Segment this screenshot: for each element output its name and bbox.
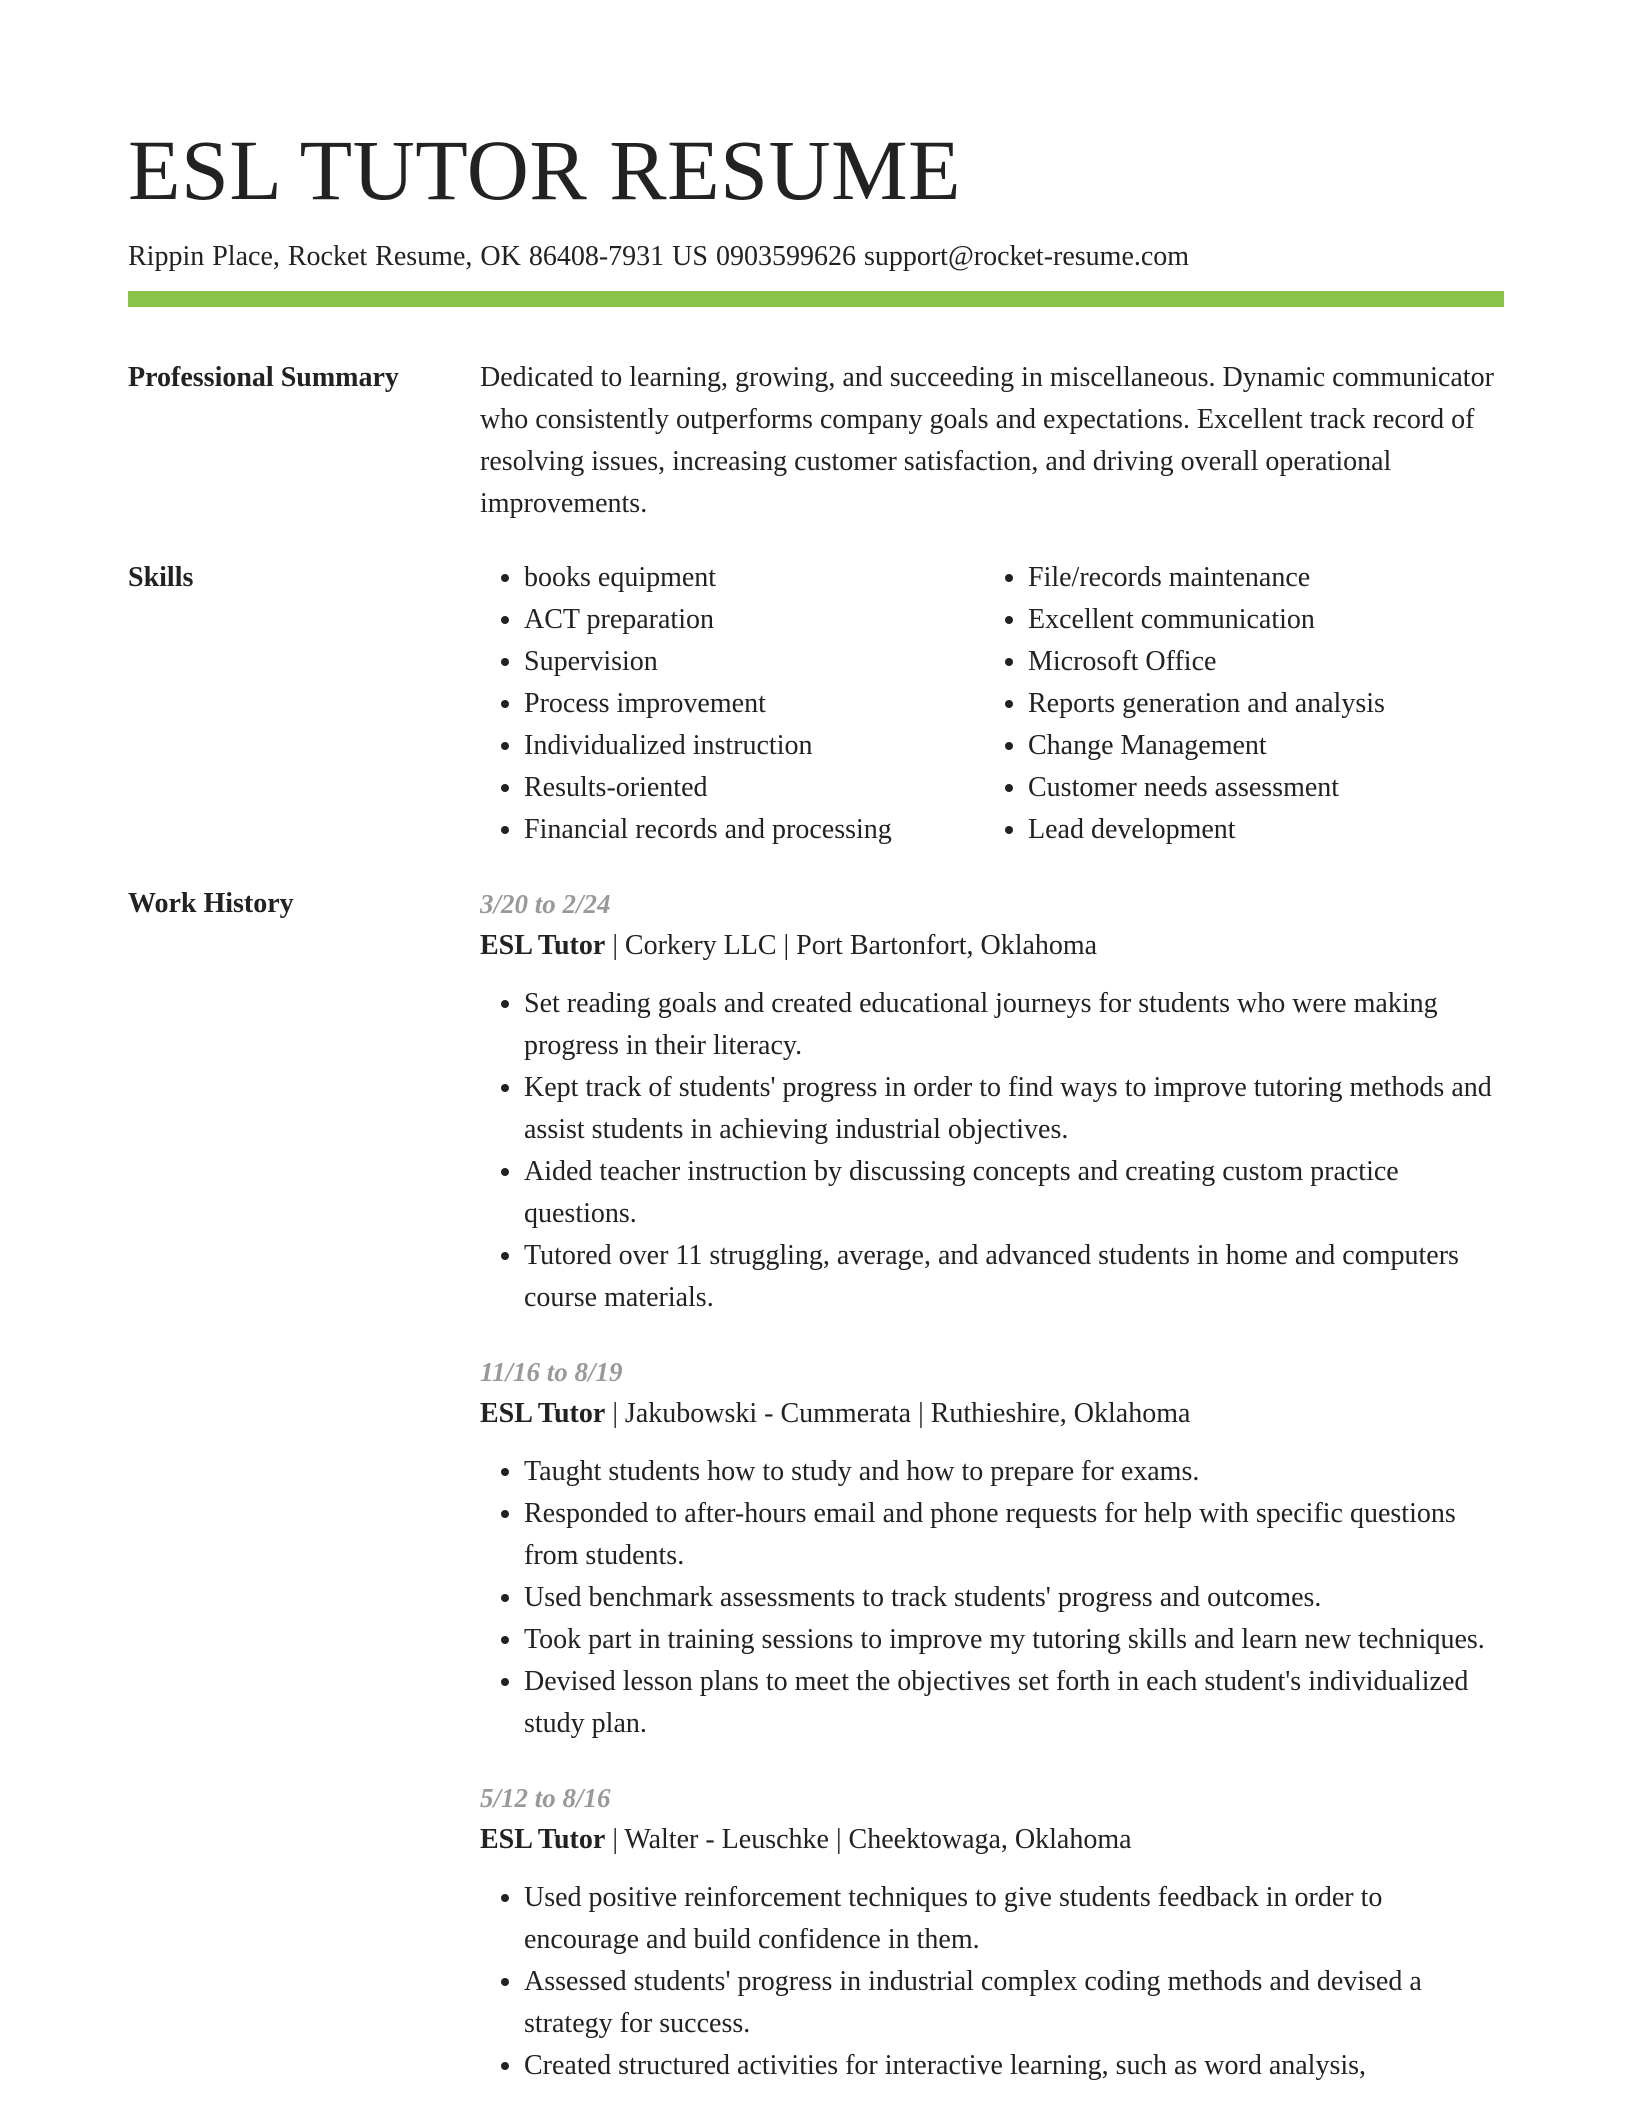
summary-text: Dedicated to learning, growing, and succeeding in miscellaneous. Dynamic communicator who consistently outperforms company goals and expectations. Excellent track record of resolving issues, increasing customer satisfaction, and driving overall operational improvements.	[480, 362, 1494, 519]
job-title-line	[480, 1819, 1504, 1861]
skill-item: • Excellent communication	[1028, 599, 1488, 641]
job-bullet: • Aided teacher instruction by discussing concepts and creating custom practice questions.	[524, 1151, 1504, 1235]
job-bullet: • Used benchmark assessments to track students' progress and outcomes.	[524, 1577, 1504, 1619]
summary-section	[128, 357, 1504, 525]
job-bullet: • Used positive reinforcement techniques to give students feedback in order to encourage and build confidence in them.	[524, 1877, 1504, 1961]
contact-line	[128, 237, 1504, 277]
address-text: Rippin Place, Rocket Resume, OK 86408-7931 US	[128, 241, 708, 272]
job-bullet: • Tutored over 11 struggling, average, and advanced students in home and computers course materials.	[524, 1235, 1504, 1319]
job-bullet: • Devised lesson plans to meet the objectives set forth in each student's individualized study plan.	[524, 1661, 1504, 1745]
job-bullets	[480, 1877, 1504, 2087]
work-history-heading: Work History	[128, 888, 294, 919]
job-bullet: • Taught students how to study and how to prepare for exams.	[524, 1451, 1504, 1493]
work-history-section	[128, 883, 1504, 2119]
job-bullet: • Assessed students' progress in industrial complex coding methods and devised a strategy for success.	[524, 1961, 1504, 2045]
job-entry	[480, 1777, 1504, 2087]
skill-item: • Results-oriented	[524, 767, 984, 809]
skills-list-left	[480, 557, 984, 851]
summary-heading: Professional Summary	[128, 362, 399, 393]
job-bullet: • Created structured activities for interactive learning, such as word analysis,	[524, 2045, 1504, 2087]
job-bullet: • Took part in training sessions to improve my tutoring skills and learn new techniques.	[524, 1619, 1504, 1661]
job-bullet: • Responded to after-hours email and phone requests for help with specific questions from students.	[524, 1493, 1504, 1577]
skill-item: • ACT preparation	[524, 599, 984, 641]
job-bullet: • Set reading goals and created educational journeys for students who were making progress in their literacy.	[524, 983, 1504, 1067]
job-bullet: • Kept track of students' progress in order to find ways to improve tutoring methods and assist students in achieving industrial objectives.	[524, 1067, 1504, 1151]
job-bullets	[480, 1451, 1504, 1745]
job-details: | Jakubowski - Cummerata | Ruthieshire, Oklahoma	[605, 1398, 1191, 1429]
job-dates: 5/12 to 8/16	[480, 1783, 611, 1813]
job-title-line	[480, 925, 1504, 967]
job-title-line	[480, 1393, 1504, 1435]
job-details: | Corkery LLC | Port Bartonfort, Oklahoma	[605, 930, 1098, 961]
job-entry	[480, 883, 1504, 1319]
job-title: ESL Tutor	[480, 1824, 606, 1855]
job-entry	[480, 1351, 1504, 1745]
skills-section	[128, 557, 1504, 851]
skill-item: • Lead development	[1028, 809, 1488, 851]
skill-item: • Financial records and processing	[524, 809, 984, 851]
skill-item: • Reports generation and analysis	[1028, 683, 1488, 725]
skills-columns	[480, 557, 1504, 851]
job-dates: 11/16 to 8/19	[480, 1357, 623, 1387]
skill-item: • Microsoft Office	[1028, 641, 1488, 683]
skill-item: • File/records maintenance	[1028, 557, 1488, 599]
resume-title: ESL TUTOR RESUME	[128, 122, 962, 218]
job-title: ESL Tutor	[480, 1398, 606, 1429]
job-bullets	[480, 983, 1504, 1319]
phone-text: 0903599626	[715, 241, 856, 272]
skills-list-right	[984, 557, 1488, 851]
skill-item: • Process improvement	[524, 683, 984, 725]
email-text: support@rocket-resume.com	[863, 241, 1190, 272]
skill-item: • Change Management	[1028, 725, 1488, 767]
skill-item: • Customer needs assessment	[1028, 767, 1488, 809]
resume-page	[128, 0, 1504, 2119]
work-history-body	[480, 883, 1504, 2119]
skill-item: • books equipment	[524, 557, 984, 599]
job-details: | Walter - Leuschke | Cheektowaga, Oklahoma	[605, 1824, 1132, 1855]
skills-heading: Skills	[128, 562, 194, 593]
job-title: ESL Tutor	[480, 930, 606, 961]
accent-divider	[128, 291, 1504, 307]
skill-item: • Individualized instruction	[524, 725, 984, 767]
skill-item: • Supervision	[524, 641, 984, 683]
job-dates: 3/20 to 2/24	[480, 889, 611, 919]
